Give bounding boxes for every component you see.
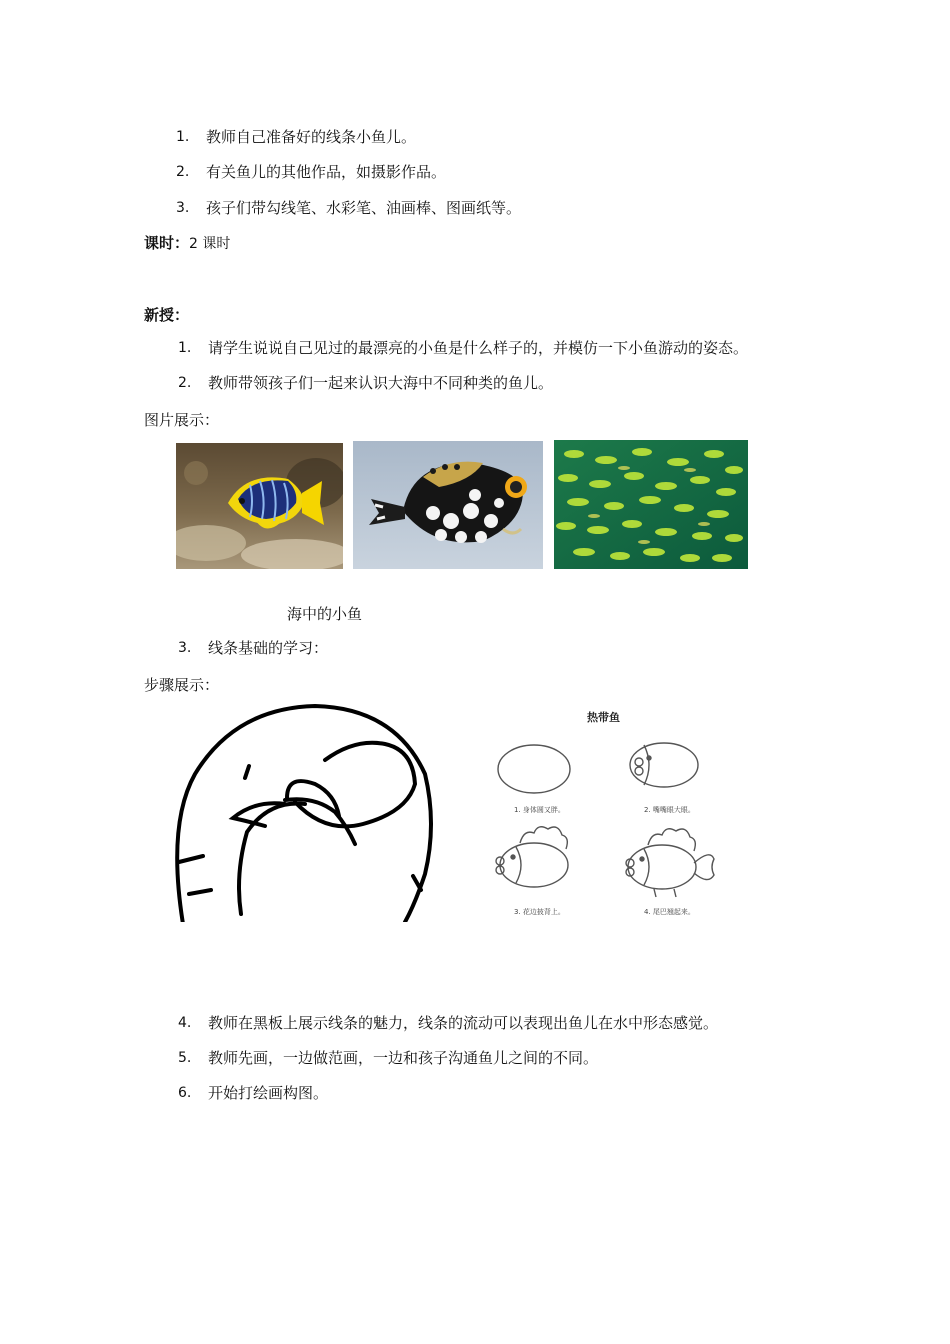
photo-caption: 海中的小鱼 [287,605,363,623]
diagram-step-4: 4. 尾巴翘起来。 [644,908,695,916]
picture-show-label: 图片展示： [144,411,220,429]
list-number: 1. [178,340,192,356]
list-number: 2. [176,164,190,180]
list-number: 2. [178,375,192,391]
diagram-step-2: 2. 嘴嘴眼大眼。 [644,806,695,814]
list-number: 5. [178,1050,192,1066]
list-number: 4. [178,1015,192,1031]
diagram-step-3: 3. 花边披背上。 [514,908,565,916]
section-heading: 新授： [144,306,190,324]
material-item: 孩子们带勾线笔、水彩笔、油画棒、图画纸等。 [206,199,522,217]
list-number: 3. [176,200,190,216]
lesson-hours [144,233,230,254]
fish-school-photo [554,440,748,569]
tropical-fish-steps-diagram [478,703,724,923]
lesson-hours-value: 2 课时 [189,236,231,252]
angelfish-photo [176,443,343,569]
teaching-step: 教师在黑板上展示线条的魅力，线条的流动可以表现出鱼儿在水中形态感觉。 [208,1014,719,1032]
material-item: 教师自己准备好的线条小鱼儿。 [206,128,417,146]
line-drawing-example [175,704,433,922]
list-number: 3. [178,640,192,656]
lesson-hours-label: 课时： [144,234,190,252]
diagram-step-1: 1. 身体圆又胖。 [514,806,565,814]
teaching-step: 线条基础的学习： [208,639,329,657]
material-item: 有关鱼儿的其他作品，如摄影作品。 [206,163,447,181]
teaching-step: 教师先画，一边做范画，一边和孩子沟通鱼儿之间的不同。 [208,1049,599,1067]
teaching-step: 开始打绘画构图。 [208,1084,329,1102]
teaching-step: 请学生说说自己见过的最漂亮的小鱼是什么样子的，并模仿一下小鱼游动的姿态。 [208,339,749,357]
diagram-title: 热带鱼 [587,711,620,724]
teaching-step: 教师带领孩子们一起来认识大海中不同种类的鱼儿。 [208,374,554,392]
list-number: 1. [176,129,190,145]
list-number: 6. [178,1085,192,1101]
clown-triggerfish-photo [353,441,543,569]
step-show-label: 步骤展示： [144,676,220,694]
